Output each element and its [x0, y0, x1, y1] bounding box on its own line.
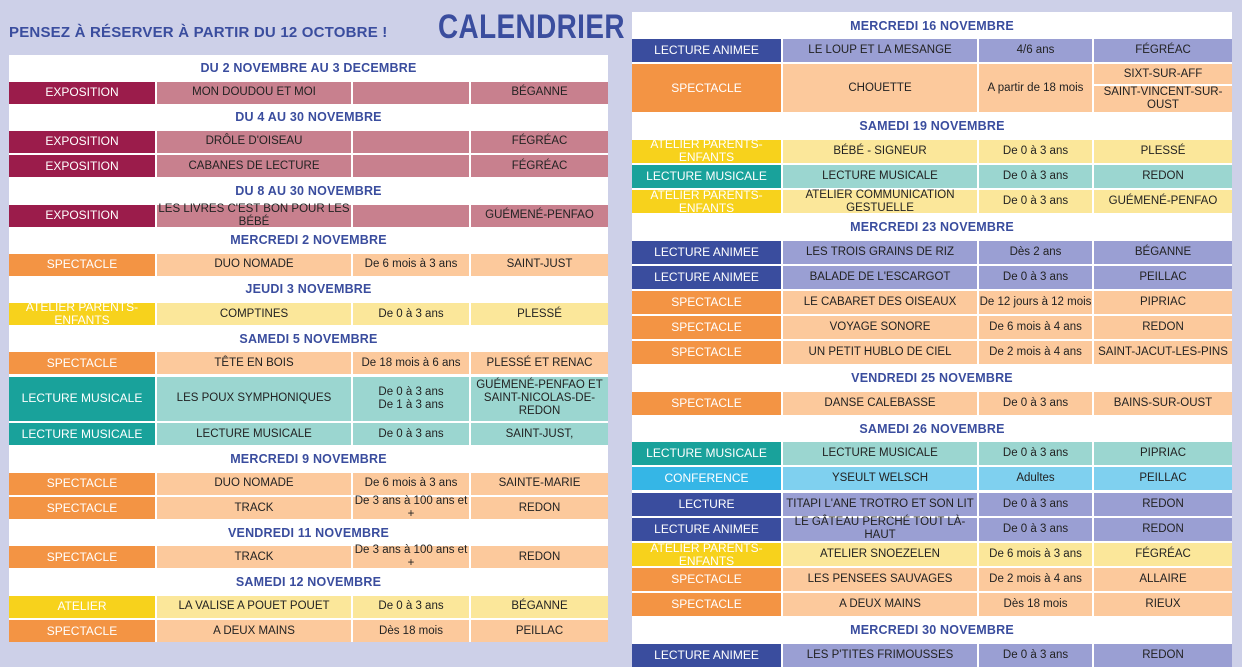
event-title: CABANES DE LECTURE	[157, 155, 353, 177]
event-place: PEILLAC	[1094, 266, 1232, 289]
event-title: LES PENSEES SAUVAGES	[783, 568, 979, 591]
event-row	[9, 620, 608, 642]
event-place: GUÉMENÉ-PENFAO	[1094, 190, 1232, 213]
event-row	[632, 593, 1232, 616]
event-place: GUÉMENÉ-PENFAO ET SAINT-NICOLAS-DE-REDON	[471, 377, 608, 421]
event-row	[632, 39, 1232, 62]
event-age: De 0 à 3 ans	[353, 423, 471, 445]
event-row	[632, 64, 1232, 112]
event-row	[9, 202, 608, 228]
date-header: SAMEDI 12 NOVEMBRE	[235, 575, 382, 589]
event-type: LECTURE ANIMEE	[632, 644, 783, 667]
date-header: JEUDI 3 NOVEMBRE	[245, 282, 372, 297]
event-type: LECTURE MUSICALE	[9, 377, 157, 421]
event-age: De 3 ans à 100 ans et +	[353, 546, 471, 568]
event-title: TITAPI L'ANE TROTRO ET SON LIT	[783, 493, 979, 516]
event-title: DANSE CALEBASSE	[783, 392, 979, 415]
event-place-1: SIXT-SUR-AFF	[1123, 67, 1203, 80]
event-age	[353, 82, 471, 104]
event-title: TÊTE EN BOIS	[157, 352, 353, 374]
event-title: LE GÂTEAU PERCHÉ TOUT LÀ-HAUT	[783, 518, 979, 541]
event-age: De 12 jours à 12 mois	[979, 291, 1094, 314]
event-title: LECTURE MUSICALE	[783, 165, 979, 188]
event-place: FÉGRÉAC	[471, 155, 608, 177]
event-row	[9, 473, 608, 495]
event-type: SPECTACLE	[9, 546, 157, 568]
event-type: LECTURE ANIMEE	[632, 518, 783, 541]
event-place	[1094, 64, 1232, 112]
event-row	[632, 291, 1232, 314]
event-age: De 6 mois à 3 ans	[353, 473, 471, 495]
date-header: VENDREDI 25 NOVEMBRE	[851, 371, 1013, 386]
event-age: Dès 2 ans	[979, 241, 1094, 264]
event-place: RIEUX	[1094, 593, 1232, 616]
event-age: De 0 à 3 ans	[979, 140, 1094, 163]
event-place: BÉGANNE	[1094, 241, 1232, 264]
event-type: SPECTACLE	[632, 64, 783, 112]
event-place: SAINTE-MARIE	[471, 473, 608, 495]
event-place: REDON	[1094, 518, 1232, 541]
event-row	[9, 300, 608, 327]
event-title: BALADE DE L'ESCARGOT	[783, 266, 979, 289]
event-place: BÉGANNE	[471, 596, 608, 618]
event-title: YSEULT WELSCH	[783, 467, 979, 490]
date-header: SAMEDI 5 NOVEMBRE	[239, 331, 378, 346]
event-row	[9, 546, 608, 568]
event-row	[632, 241, 1232, 264]
event-row	[9, 497, 608, 519]
event-place: SAINT-JUST,	[471, 423, 608, 445]
event-title: COMPTINES	[157, 303, 353, 325]
event-age: De 0 à 3 ans	[979, 266, 1094, 289]
event-row	[9, 131, 608, 153]
event-row	[632, 568, 1232, 591]
date-header: MERCREDI 30 NOVEMBRE	[850, 623, 1014, 638]
event-place: FÉGRÉAC	[1094, 39, 1232, 62]
event-place: REDON	[1094, 316, 1232, 339]
event-row	[9, 352, 608, 374]
event-age: De 0 à 3 ans	[979, 165, 1094, 188]
event-title: LE LOUP ET LA MESANGE	[783, 39, 979, 62]
event-title: LES P'TITES FRIMOUSSES	[783, 644, 979, 667]
event-place: ALLAIRE	[1094, 568, 1232, 591]
event-age: De 6 mois à 3 ans	[353, 254, 471, 276]
event-type: EXPOSITION	[9, 205, 157, 227]
event-place: SAINT-JACUT-LES-PINS	[1094, 341, 1232, 364]
date-header: DU 8 AU 30 NOVEMBRE	[235, 184, 382, 198]
event-age: De 6 mois à 3 ans	[979, 543, 1094, 566]
event-row	[9, 155, 608, 177]
event-place: PLESSÉ ET RENAC	[471, 352, 608, 374]
event-title: UN PETIT HUBLO DE CIEL	[783, 341, 979, 364]
event-type: LECTURE MUSICALE	[632, 442, 783, 465]
event-title: BÉBÉ - SIGNEUR	[783, 140, 979, 163]
event-row	[632, 644, 1232, 667]
event-title: TRACK	[157, 497, 353, 519]
event-row	[632, 316, 1232, 339]
event-age	[353, 131, 471, 153]
event-title: LES LIVRES C'EST BON POUR LES BÉBÉ	[157, 205, 353, 227]
event-place: FÉGRÉAC	[1094, 543, 1232, 566]
event-type: SPECTACLE	[632, 392, 783, 415]
event-title: LECTURE MUSICALE	[783, 442, 979, 465]
event-place: GUÉMENÉ-PENFAO	[471, 205, 608, 227]
event-type: SPECTACLE	[632, 341, 783, 364]
event-age: De 0 à 3 ans	[353, 303, 471, 325]
event-title: LES POUX SYMPHONIQUES	[157, 377, 353, 421]
event-place: REDON	[1094, 165, 1232, 188]
date-header: MERCREDI 9 NOVEMBRE	[230, 452, 387, 466]
event-type: LECTURE	[632, 493, 783, 516]
event-row	[632, 442, 1232, 465]
event-row	[632, 187, 1232, 215]
event-age: De 18 mois à 6 ans	[353, 352, 471, 374]
event-type: SPECTACLE	[9, 254, 157, 276]
event-age: Dès 18 mois	[979, 593, 1094, 616]
event-place: REDON	[1094, 493, 1232, 516]
event-type: ATELIER PARENTS-ENFANTS	[9, 303, 157, 325]
event-type: LECTURE ANIMEE	[632, 266, 783, 289]
event-row	[632, 266, 1232, 289]
event-title: DUO NOMADE	[157, 473, 353, 495]
event-place: FÉGRÉAC	[471, 131, 608, 153]
event-age: De 6 mois à 4 ans	[979, 316, 1094, 339]
event-title: TRACK	[157, 546, 353, 568]
event-type: EXPOSITION	[9, 155, 157, 177]
event-title: DRÔLE D'OISEAU	[157, 131, 353, 153]
event-type: SPECTACLE	[632, 291, 783, 314]
event-place: REDON	[1094, 644, 1232, 667]
event-age: De 0 à 3 ans De 1 à 3 ans	[353, 377, 471, 421]
event-age: De 0 à 3 ans	[979, 493, 1094, 516]
event-age	[353, 205, 471, 227]
calendar-left-column	[9, 55, 608, 640]
event-type: SPECTACLE	[632, 316, 783, 339]
event-row	[632, 341, 1232, 364]
event-row	[9, 423, 608, 445]
event-title: A DEUX MAINS	[157, 620, 353, 642]
event-title: LECTURE MUSICALE	[157, 423, 353, 445]
event-row	[632, 392, 1232, 415]
event-type: LECTURE ANIMEE	[632, 39, 783, 62]
event-title: ATELIER COMMUNICATION GESTUELLE	[783, 190, 979, 213]
event-type: SPECTACLE	[632, 593, 783, 616]
event-type: LECTURE MUSICALE	[9, 423, 157, 445]
event-place: PLESSÉ	[471, 303, 608, 325]
event-place: SAINT-JUST	[471, 254, 608, 276]
event-type: ATELIER PARENTS-ENFANTS	[632, 543, 783, 566]
event-place: BAINS-SUR-OUST	[1094, 392, 1232, 415]
event-row	[632, 493, 1232, 516]
event-type: ATELIER PARENTS-ENFANTS	[632, 190, 783, 213]
event-row	[632, 165, 1232, 188]
event-title: DUO NOMADE	[157, 254, 353, 276]
event-type: SPECTACLE	[9, 620, 157, 642]
event-place-2: SAINT-VINCENT-SUR-OUST	[1094, 84, 1232, 112]
reservation-banner: PENSEZ À RÉSERVER À PARTIR DU 12 OCTOBRE !	[9, 24, 388, 41]
event-title: MON DOUDOU ET MOI	[157, 82, 353, 104]
event-title: LES TROIS GRAINS DE RIZ	[783, 241, 979, 264]
event-place: BÉGANNE	[471, 82, 608, 104]
event-type: ATELIER	[9, 596, 157, 618]
event-row	[9, 596, 608, 618]
event-row	[632, 137, 1232, 165]
event-age	[353, 155, 471, 177]
event-type: SPECTACLE	[9, 352, 157, 374]
event-title: ATELIER SNOEZELEN	[783, 543, 979, 566]
event-age: De 3 ans à 100 ans et +	[353, 497, 471, 519]
event-age: Adultes	[979, 467, 1094, 490]
calendar-right-column	[632, 12, 1232, 662]
date-header: MERCREDI 23 NOVEMBRE	[850, 219, 1014, 234]
date-header: DU 2 NOVEMBRE AU 3 DECEMBRE	[200, 61, 417, 75]
event-row	[632, 518, 1232, 541]
date-header: SAMEDI 26 NOVEMBRE	[859, 421, 1005, 436]
event-age: De 2 mois à 4 ans	[979, 568, 1094, 591]
event-row	[9, 82, 608, 104]
event-place: REDON	[471, 497, 608, 519]
event-type: LECTURE ANIMEE	[632, 241, 783, 264]
event-age: 4/6 ans	[979, 39, 1094, 62]
event-place: PEILLAC	[1094, 467, 1232, 490]
date-header: MERCREDI 16 NOVEMBRE	[850, 18, 1014, 33]
event-type: CONFERENCE	[632, 467, 783, 490]
event-title: LA VALISE A POUET POUET	[157, 596, 353, 618]
event-place: PEILLAC	[471, 620, 608, 642]
event-type: EXPOSITION	[9, 131, 157, 153]
event-title: VOYAGE SONORE	[783, 316, 979, 339]
event-title: LE CABARET DES OISEAUX	[783, 291, 979, 314]
event-type: SPECTACLE	[632, 568, 783, 591]
event-place: PLESSÉ	[1094, 140, 1232, 163]
date-header: DU 4 AU 30 NOVEMBRE	[235, 110, 382, 125]
event-age: De 0 à 3 ans	[979, 442, 1094, 465]
event-row	[632, 467, 1232, 490]
event-type: EXPOSITION	[9, 82, 157, 104]
event-row	[9, 377, 608, 421]
event-age: Dès 18 mois	[353, 620, 471, 642]
event-age: De 0 à 3 ans	[979, 190, 1094, 213]
event-type: SPECTACLE	[9, 473, 157, 495]
event-row	[632, 540, 1232, 568]
event-row	[9, 254, 608, 276]
event-age: De 0 à 3 ans	[353, 596, 471, 618]
event-age: De 0 à 3 ans	[979, 392, 1094, 415]
event-age: A partir de 18 mois	[979, 64, 1094, 112]
page-title: CALENDRIER	[438, 8, 625, 46]
event-type: SPECTACLE	[9, 497, 157, 519]
event-place: PIPRIAC	[1094, 291, 1232, 314]
event-title: A DEUX MAINS	[783, 593, 979, 616]
date-header: SAMEDI 19 NOVEMBRE	[859, 119, 1005, 134]
event-age: De 2 mois à 4 ans	[979, 341, 1094, 364]
event-age: De 0 à 3 ans	[979, 518, 1094, 541]
date-header: VENDREDI 11 NOVEMBRE	[228, 525, 389, 540]
event-type: ATELIER PARENTS-ENFANTS	[632, 140, 783, 163]
event-type: LECTURE MUSICALE	[632, 165, 783, 188]
event-age: De 0 à 3 ans	[979, 644, 1094, 667]
event-place: REDON	[471, 546, 608, 568]
event-title: CHOUETTE	[783, 64, 979, 112]
date-header: MERCREDI 2 NOVEMBRE	[230, 233, 387, 248]
event-place: PIPRIAC	[1094, 442, 1232, 465]
